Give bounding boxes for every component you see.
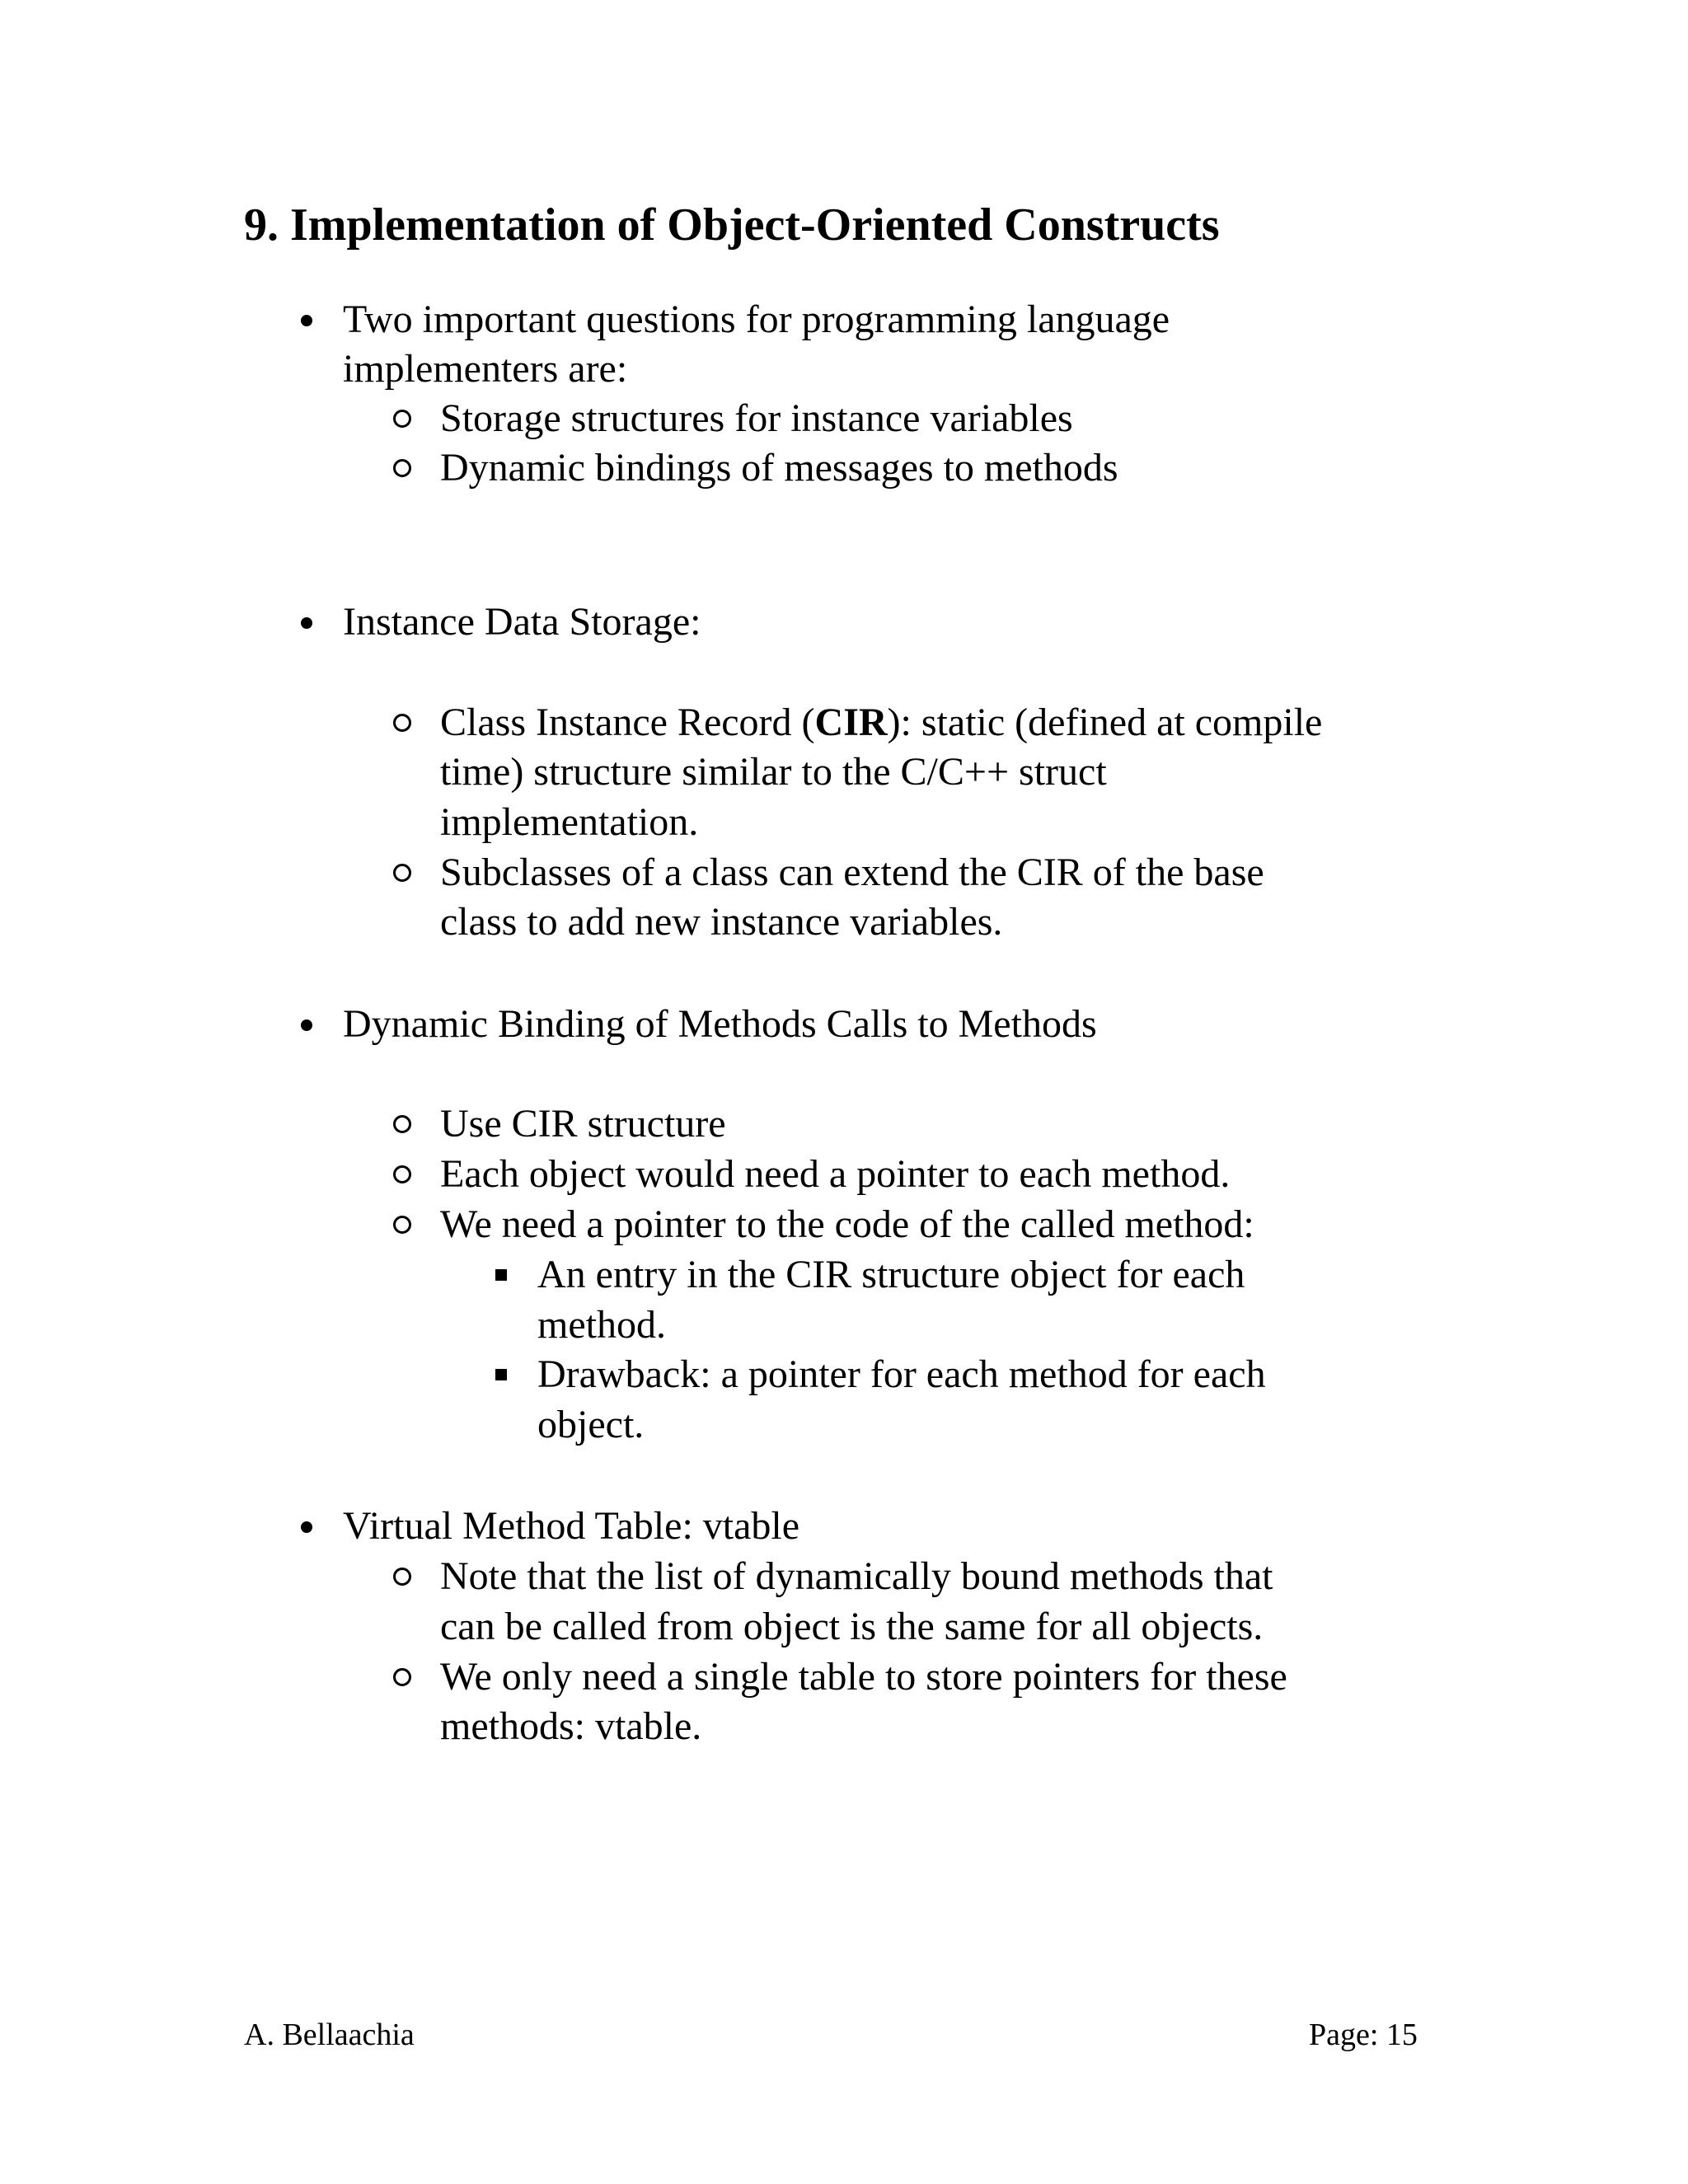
vtable-heading: Virtual Method Table: vtable bbox=[343, 1504, 800, 1548]
drawback-line-2: object. bbox=[537, 1403, 645, 1446]
called-method-item: We need a pointer to the code of the called method: bbox=[440, 1202, 1254, 1246]
cir-entry-line-2: method. bbox=[537, 1303, 666, 1347]
storage-structures-item: Storage structures for instance variables bbox=[440, 396, 1073, 440]
questions-line-2: implementers are: bbox=[343, 347, 628, 391]
footer-page-number: Page: 15 bbox=[1309, 2018, 1418, 2052]
square-bullet-icon bbox=[495, 1269, 507, 1281]
section-title: 9. Implementation of Object-Oriented Constructs bbox=[244, 199, 1220, 251]
bullet-icon bbox=[301, 1521, 312, 1533]
cir-text-post: ): static (defined at compile bbox=[887, 701, 1323, 744]
sub-bullet-icon bbox=[393, 410, 411, 428]
cir-line-2: time) structure similar to the C/C++ struct bbox=[440, 750, 1107, 794]
questions-line-1: Two important questions for programming language bbox=[343, 298, 1170, 341]
single-table-line-1: We only need a single table to store pointers for these bbox=[440, 1655, 1287, 1699]
cir-line-3: implementation. bbox=[440, 800, 699, 844]
note-line-1: Note that the list of dynamically bound methods that bbox=[440, 1554, 1273, 1598]
drawback-line-1: Drawback: a pointer for each method for each bbox=[537, 1352, 1266, 1396]
bullet-icon bbox=[301, 315, 312, 326]
object-pointer-item: Each object would need a pointer to each method. bbox=[440, 1152, 1231, 1196]
subclasses-line-1: Subclasses of a class can extend the CIR of the base bbox=[440, 851, 1264, 894]
sub-bullet-icon bbox=[393, 1568, 411, 1586]
subclasses-line-2: class to add new instance variables. bbox=[440, 900, 1003, 944]
bullet-icon bbox=[301, 1019, 312, 1031]
cir-line-1 bbox=[440, 700, 1322, 746]
sub-bullet-icon bbox=[393, 1668, 411, 1686]
instance-data-storage-heading: Instance Data Storage: bbox=[343, 600, 701, 644]
bullet-icon bbox=[301, 617, 312, 629]
cir-entry-line-1: An entry in the CIR structure object for each bbox=[537, 1253, 1245, 1296]
cir-abbreviation: CIR bbox=[814, 701, 888, 744]
sub-bullet-icon bbox=[393, 459, 411, 477]
note-line-2: can be called from object is the same for all objects. bbox=[440, 1605, 1264, 1648]
cir-text-pre: Class Instance Record ( bbox=[440, 701, 815, 744]
sub-bullet-icon bbox=[393, 1115, 411, 1133]
square-bullet-icon bbox=[495, 1369, 507, 1380]
sub-bullet-icon bbox=[393, 864, 411, 882]
dynamic-bindings-item: Dynamic bindings of messages to methods bbox=[440, 446, 1118, 490]
sub-bullet-icon bbox=[393, 1165, 411, 1183]
dynamic-binding-heading: Dynamic Binding of Methods Calls to Methods bbox=[343, 1002, 1097, 1046]
footer-author: A. Bellaachia bbox=[244, 2018, 415, 2052]
use-cir-item: Use CIR structure bbox=[440, 1102, 726, 1146]
sub-bullet-icon bbox=[393, 1216, 411, 1234]
sub-bullet-icon bbox=[393, 714, 411, 732]
single-table-line-2: methods: vtable. bbox=[440, 1704, 702, 1748]
